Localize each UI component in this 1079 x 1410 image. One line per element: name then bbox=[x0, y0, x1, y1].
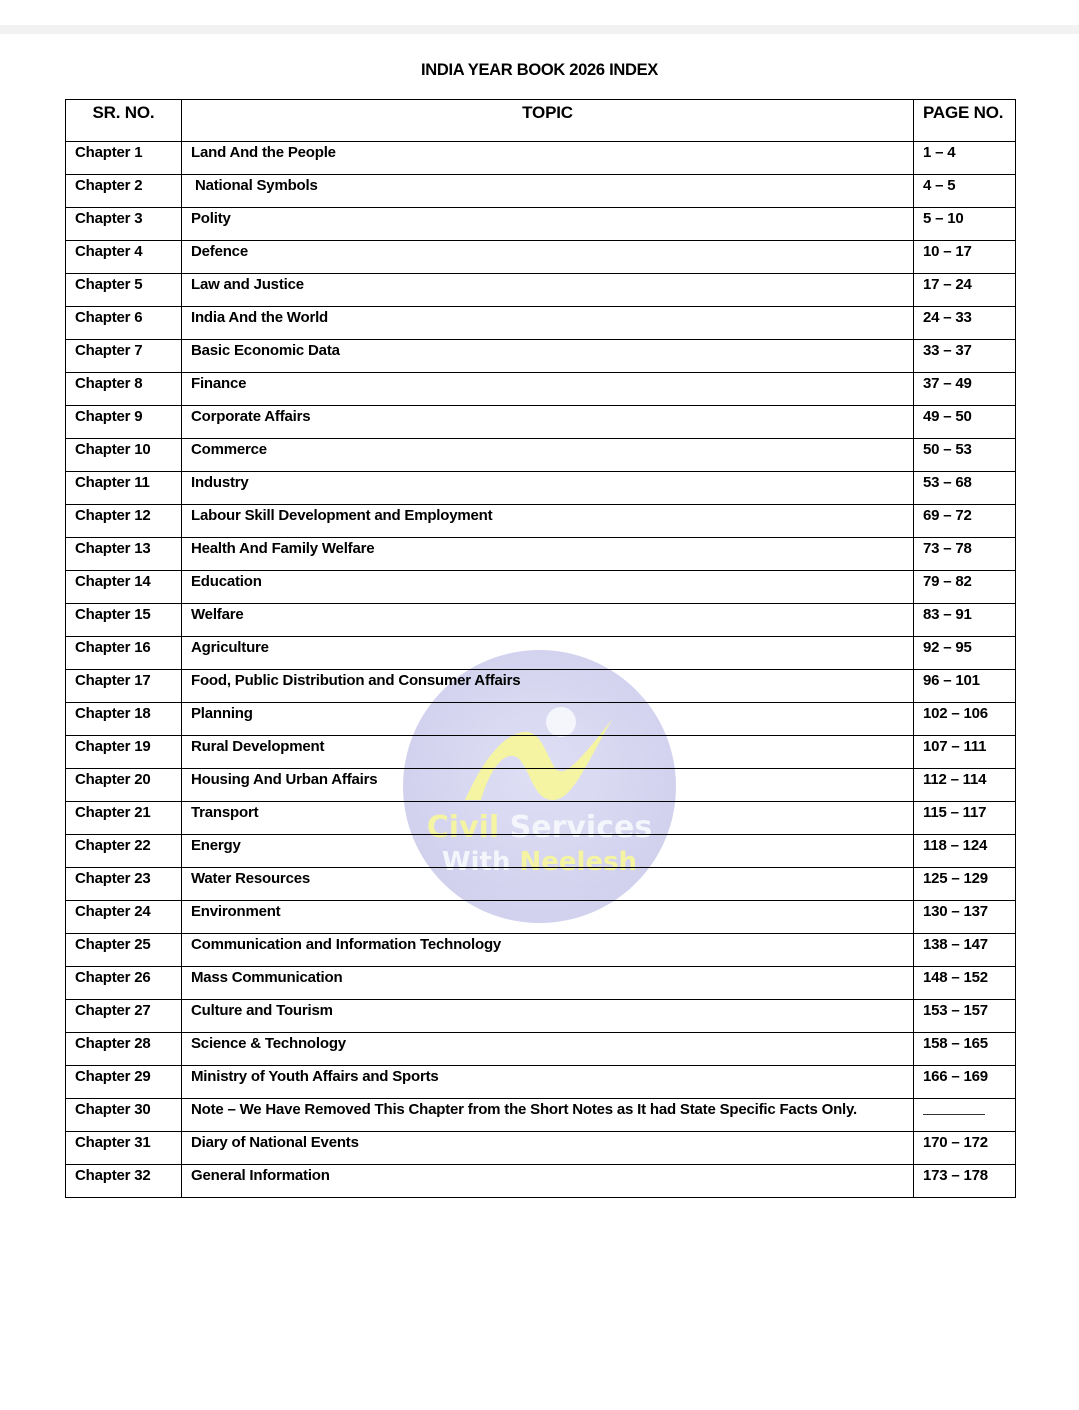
topic-cell: General Information bbox=[182, 1165, 914, 1198]
topic-cell: Health And Family Welfare bbox=[182, 538, 914, 571]
chapter-number-cell: Chapter 30 bbox=[66, 1099, 182, 1132]
header-page-no: PAGE NO. bbox=[914, 100, 1016, 142]
chapter-number-cell: Chapter 31 bbox=[66, 1132, 182, 1165]
page-range-cell: 173 – 178 bbox=[914, 1165, 1016, 1198]
table-row bbox=[66, 208, 1016, 241]
topic-cell: Law and Justice bbox=[182, 274, 914, 307]
blank-page-line bbox=[923, 1103, 985, 1115]
page-range-cell: 73 – 78 bbox=[914, 538, 1016, 571]
topic-cell: Commerce bbox=[182, 439, 914, 472]
page-range-cell: 130 – 137 bbox=[914, 901, 1016, 934]
chapter-number-cell: Chapter 8 bbox=[66, 373, 182, 406]
table-row bbox=[66, 274, 1016, 307]
page-range-cell: 4 – 5 bbox=[914, 175, 1016, 208]
page-range-cell: 138 – 147 bbox=[914, 934, 1016, 967]
page-range-cell: 148 – 152 bbox=[914, 967, 1016, 1000]
topic-cell: Transport bbox=[182, 802, 914, 835]
table-row bbox=[66, 406, 1016, 439]
chapter-number-cell: Chapter 6 bbox=[66, 307, 182, 340]
chapter-number-cell: Chapter 5 bbox=[66, 274, 182, 307]
topic-cell: Water Resources bbox=[182, 868, 914, 901]
topic-cell: Rural Development bbox=[182, 736, 914, 769]
topic-cell: Environment bbox=[182, 901, 914, 934]
topic-cell: Finance bbox=[182, 373, 914, 406]
header-topic: TOPIC bbox=[182, 100, 914, 142]
page-range-cell: 24 – 33 bbox=[914, 307, 1016, 340]
topic-cell: Welfare bbox=[182, 604, 914, 637]
page-range-cell: 115 – 117 bbox=[914, 802, 1016, 835]
page-range-cell: 37 – 49 bbox=[914, 373, 1016, 406]
page-range-cell: 96 – 101 bbox=[914, 670, 1016, 703]
topic-cell: Ministry of Youth Affairs and Sports bbox=[182, 1066, 914, 1099]
chapter-number-cell: Chapter 25 bbox=[66, 934, 182, 967]
watermark-line-2: With Neelesh bbox=[441, 847, 638, 877]
table-row bbox=[66, 472, 1016, 505]
table-row bbox=[66, 604, 1016, 637]
page-range-cell: 79 – 82 bbox=[914, 571, 1016, 604]
page-range-cell: 107 – 111 bbox=[914, 736, 1016, 769]
page-range-cell: 170 – 172 bbox=[914, 1132, 1016, 1165]
page-range-cell: 118 – 124 bbox=[914, 835, 1016, 868]
header-row bbox=[66, 100, 1016, 142]
page-range-cell: 92 – 95 bbox=[914, 637, 1016, 670]
chapter-number-cell: Chapter 23 bbox=[66, 868, 182, 901]
topic-cell: Energy bbox=[182, 835, 914, 868]
table-row bbox=[66, 439, 1016, 472]
chapter-number-cell: Chapter 28 bbox=[66, 1033, 182, 1066]
table-body bbox=[66, 142, 1016, 1198]
page-range-cell: 33 – 37 bbox=[914, 340, 1016, 373]
table-row bbox=[66, 703, 1016, 736]
chapter-number-cell: Chapter 22 bbox=[66, 835, 182, 868]
table-row bbox=[66, 901, 1016, 934]
chapter-number-cell: Chapter 24 bbox=[66, 901, 182, 934]
page-top-bar bbox=[0, 25, 1079, 34]
table-row bbox=[66, 373, 1016, 406]
topic-cell: Diary of National Events bbox=[182, 1132, 914, 1165]
table-row bbox=[66, 1165, 1016, 1198]
table-row bbox=[66, 241, 1016, 274]
table-row bbox=[66, 868, 1016, 901]
page-range-cell: 112 – 114 bbox=[914, 769, 1016, 802]
chapter-number-cell: Chapter 1 bbox=[66, 142, 182, 175]
header-sr-no: SR. NO. bbox=[66, 100, 182, 142]
chapter-number-cell: Chapter 4 bbox=[66, 241, 182, 274]
chapter-number-cell: Chapter 9 bbox=[66, 406, 182, 439]
page-range-cell: 53 – 68 bbox=[914, 472, 1016, 505]
chapter-number-cell: Chapter 26 bbox=[66, 967, 182, 1000]
page-range-cell: 50 – 53 bbox=[914, 439, 1016, 472]
table-row bbox=[66, 1000, 1016, 1033]
topic-cell: Industry bbox=[182, 472, 914, 505]
table-row bbox=[66, 571, 1016, 604]
page-range-cell: 166 – 169 bbox=[914, 1066, 1016, 1099]
table-row bbox=[66, 934, 1016, 967]
page-range-cell: 5 – 10 bbox=[914, 208, 1016, 241]
chapter-number-cell: Chapter 3 bbox=[66, 208, 182, 241]
page-range-cell: 10 – 17 bbox=[914, 241, 1016, 274]
chapter-number-cell: Chapter 10 bbox=[66, 439, 182, 472]
chapter-number-cell: Chapter 18 bbox=[66, 703, 182, 736]
table-row bbox=[66, 538, 1016, 571]
table-row bbox=[66, 802, 1016, 835]
page-range-cell: 158 – 165 bbox=[914, 1033, 1016, 1066]
page-range-cell: 125 – 129 bbox=[914, 868, 1016, 901]
page-range-cell: 17 – 24 bbox=[914, 274, 1016, 307]
table-row bbox=[66, 175, 1016, 208]
table-row bbox=[66, 340, 1016, 373]
topic-cell: Planning bbox=[182, 703, 914, 736]
chapter-number-cell: Chapter 12 bbox=[66, 505, 182, 538]
table-row bbox=[66, 307, 1016, 340]
topic-cell: Corporate Affairs bbox=[182, 406, 914, 439]
table-row bbox=[66, 1099, 1016, 1132]
topic-cell: Basic Economic Data bbox=[182, 340, 914, 373]
table-row bbox=[66, 142, 1016, 175]
page-range-cell: 49 – 50 bbox=[914, 406, 1016, 439]
chapter-number-cell: Chapter 29 bbox=[66, 1066, 182, 1099]
page-range-cell: 83 – 91 bbox=[914, 604, 1016, 637]
page-range-cell: 153 – 157 bbox=[914, 1000, 1016, 1033]
chapter-number-cell: Chapter 19 bbox=[66, 736, 182, 769]
table-row bbox=[66, 670, 1016, 703]
topic-cell: Mass Communication bbox=[182, 967, 914, 1000]
chapter-number-cell: Chapter 11 bbox=[66, 472, 182, 505]
table-row bbox=[66, 736, 1016, 769]
topic-cell: Note – We Have Removed This Chapter from the Short Notes as It had State Specific Facts Only. bbox=[182, 1099, 914, 1132]
chapter-number-cell: Chapter 17 bbox=[66, 670, 182, 703]
topic-cell: Polity bbox=[182, 208, 914, 241]
chapter-number-cell: Chapter 7 bbox=[66, 340, 182, 373]
topic-cell: Agriculture bbox=[182, 637, 914, 670]
topic-cell: Culture and Tourism bbox=[182, 1000, 914, 1033]
table-row bbox=[66, 1066, 1016, 1099]
topic-cell: Science & Technology bbox=[182, 1033, 914, 1066]
topic-cell: Labour Skill Development and Employment bbox=[182, 505, 914, 538]
index-table bbox=[65, 99, 1016, 1198]
table-row bbox=[66, 835, 1016, 868]
table-row bbox=[66, 1132, 1016, 1165]
chapter-number-cell: Chapter 27 bbox=[66, 1000, 182, 1033]
table-row bbox=[66, 1033, 1016, 1066]
topic-cell: India And the World bbox=[182, 307, 914, 340]
document-title: INDIA YEAR BOOK 2026 INDEX bbox=[420, 61, 659, 79]
page-range-cell: 102 – 106 bbox=[914, 703, 1016, 736]
topic-cell: Housing And Urban Affairs bbox=[182, 769, 914, 802]
table-row bbox=[66, 637, 1016, 670]
topic-cell: Education bbox=[182, 571, 914, 604]
table-row bbox=[66, 505, 1016, 538]
topic-cell: Defence bbox=[182, 241, 914, 274]
topic-cell: Land And the People bbox=[182, 142, 914, 175]
chapter-number-cell: Chapter 13 bbox=[66, 538, 182, 571]
chapter-number-cell: Chapter 20 bbox=[66, 769, 182, 802]
chapter-number-cell: Chapter 15 bbox=[66, 604, 182, 637]
page-range-cell bbox=[914, 1099, 1016, 1132]
chapter-number-cell: Chapter 32 bbox=[66, 1165, 182, 1198]
topic-cell: Communication and Information Technology bbox=[182, 934, 914, 967]
table-row bbox=[66, 769, 1016, 802]
topic-cell: National Symbols bbox=[182, 175, 914, 208]
chapter-number-cell: Chapter 16 bbox=[66, 637, 182, 670]
watermark-line-1: Civil Services bbox=[426, 810, 653, 845]
chapter-number-cell: Chapter 2 bbox=[66, 175, 182, 208]
page-range-cell: 1 – 4 bbox=[914, 142, 1016, 175]
table-row bbox=[66, 967, 1016, 1000]
page-range-cell: 69 – 72 bbox=[914, 505, 1016, 538]
topic-cell: Food, Public Distribution and Consumer Affairs bbox=[182, 670, 914, 703]
chapter-number-cell: Chapter 21 bbox=[66, 802, 182, 835]
chapter-number-cell: Chapter 14 bbox=[66, 571, 182, 604]
